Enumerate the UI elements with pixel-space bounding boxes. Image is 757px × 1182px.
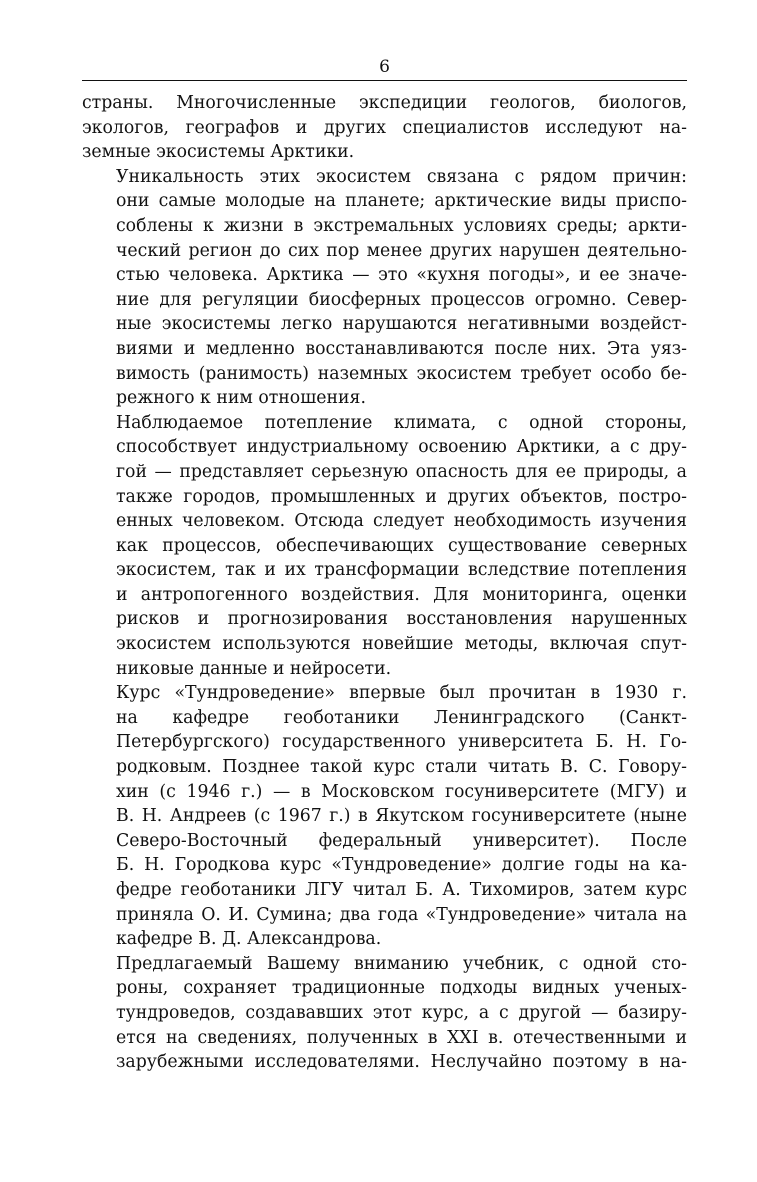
text-line: федре геоботаники ЛГУ читал Б. А. Тихомиров, затем курс: [116, 880, 687, 900]
paragraph: [82, 411, 687, 682]
text-line: рисков и прогнозирования восстановления нарушенных: [116, 609, 687, 630]
paragraph: [82, 165, 687, 411]
text-line: земные экосистемы Арктики.: [82, 142, 355, 163]
text-line: способствует индустриальному освоению Арктики, а с дру-: [116, 437, 687, 458]
text-line: ные экосистемы легко нарушаются негативными воздейст-: [116, 314, 687, 335]
body-text: [82, 91, 687, 1075]
text-line: Уникальность этих экосистем связана с рядом причин:: [116, 166, 687, 187]
text-line: енных человеком. Отсюда следует необходимость изучения: [116, 511, 687, 532]
text-line: экологов, географов и других специалистов исследуют на-: [82, 117, 687, 138]
text-line: ние для регуляции биосферных процессов огромно. Север-: [116, 289, 687, 310]
text-line: экосистем используются новейшие методы, включая спут-: [116, 634, 687, 655]
text-line: Петербургского) государственного университета Б. Н. Го-: [116, 732, 687, 753]
text-line: роны, сохраняет традиционные подходы видных ученых-: [116, 978, 687, 999]
text-line: как процессов, обеспечивающих существование северных: [116, 535, 687, 556]
text-line: приняла О. И. Сумина; два года «Тундроведение» читала на: [116, 904, 687, 925]
text-line: родковым. Позднее такой курс стали читать В. С. Говору-: [116, 757, 687, 778]
text-line: гой — представляет серьезную опасность для ее природы, а: [116, 461, 687, 482]
text-line: вимость (ранимость) наземных экосистем требует особо бе-: [116, 363, 687, 384]
text-line: Предлагаемый Вашему вниманию учебник, с одной сто-: [116, 953, 687, 974]
text-line: хин (с 1946 г.) — в Московском госуниверситете (МГУ) и: [116, 781, 687, 802]
paragraph: [82, 91, 687, 165]
text-line: Северо-Восточный федеральный университет). После: [116, 830, 687, 851]
text-line: соблены к жизни в экстремальных условиях среды; аркти-: [116, 215, 687, 236]
text-line: Наблюдаемое потепление климата, с одной стороны,: [116, 412, 687, 433]
text-line: Б. Н. Городкова курс «Тундроведение» долгие годы на ка-: [116, 855, 687, 876]
text-line: и антропогенного воздействия. Для мониторинга, оценки: [116, 584, 687, 605]
text-line: ется на сведениях, полученных в XXI в. отечественными и: [116, 1027, 687, 1048]
text-line: на кафедре геоботаники Ленинградского (Санкт-: [116, 707, 687, 728]
text-line: зарубежными исследователями. Неслучайно поэтому в на-: [116, 1052, 687, 1073]
paragraph: [82, 681, 687, 952]
text-line: тундроведов, создававших этот курс, а с другой — базиру-: [116, 1002, 687, 1023]
text-line: режного к ним отношения.: [116, 388, 366, 409]
text-line: виями и медленно восстанавливаются после них. Эта уяз-: [116, 338, 687, 359]
page-number: 6: [379, 57, 390, 77]
text-line: стью человека. Арктика — это «кухня погоды», и ее значе-: [116, 265, 687, 286]
header-rule: [82, 80, 687, 81]
text-line: они самые молодые на планете; арктические виды приспо-: [116, 191, 687, 212]
book-page: [82, 56, 687, 1075]
text-line: Курс «Тундроведение» впервые был прочитан в 1930 г.: [116, 683, 687, 704]
text-line: страны. Многочисленные экспедиции геологов, биологов,: [82, 93, 687, 113]
text-line: В. Н. Андреев (с 1967 г.) в Якутском госуниверситете (ныне: [116, 806, 687, 827]
text-line: никовые данные и нейросети.: [116, 658, 392, 679]
text-line: также городов, промышленных и других объектов, постро-: [116, 486, 687, 507]
text-line: кафедре В. Д. Александрова.: [116, 929, 382, 950]
paragraph: [82, 952, 687, 1075]
text-line: ческий регион до сих пор менее других нарушен деятельно-: [116, 240, 687, 261]
text-line: экосистем, так и их трансформации вследствие потепления: [116, 560, 687, 581]
